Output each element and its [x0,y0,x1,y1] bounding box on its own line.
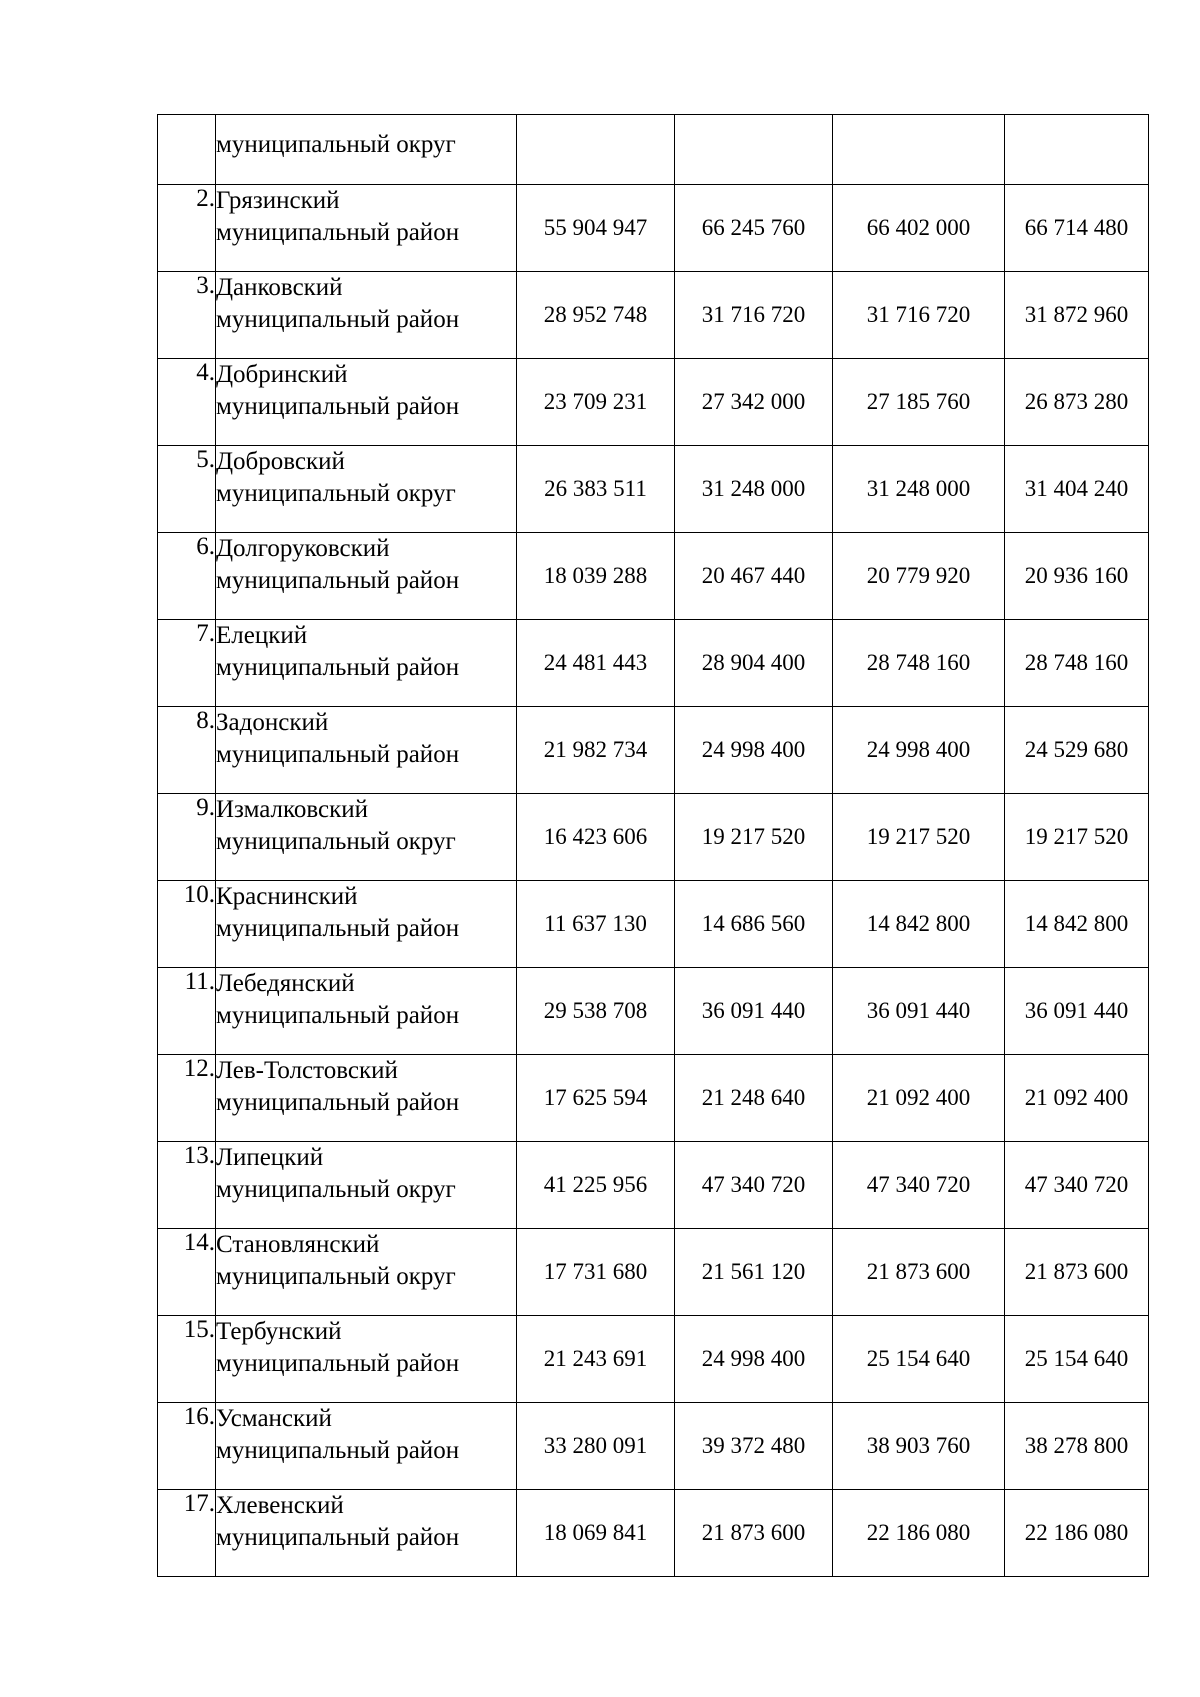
municipality-name-cell [216,794,517,881]
value-cell [1005,115,1149,185]
municipality-name-line: Лев-Толстовский [216,1057,398,1084]
value-cell: 24 998 400 [833,707,1005,794]
value-cell: 39 372 480 [675,1403,833,1490]
value-cell: 21 873 600 [675,1490,833,1577]
value-cell: 22 186 080 [1005,1490,1149,1577]
row-number-cell: 7. [158,620,216,707]
row-number-cell: 16. [158,1403,216,1490]
value-cell: 24 998 400 [675,707,833,794]
value-cell: 21 243 691 [517,1316,675,1403]
value-cell: 47 340 720 [675,1142,833,1229]
row-number-cell: 8. [158,707,216,794]
table-row [158,446,1149,533]
table-row [158,968,1149,1055]
municipality-name-line: муниципальный район [216,219,460,246]
municipality-name-line: Тербунский [216,1318,342,1345]
row-number-cell: 12. [158,1055,216,1142]
municipality-name-line: Измалковский [216,796,369,823]
row-number-cell: 11. [158,968,216,1055]
municipality-name-line: муниципальный округ [216,828,456,855]
municipality-name-line: Долгоруковский [216,535,390,562]
value-cell: 21 092 400 [1005,1055,1149,1142]
value-cell [833,115,1005,185]
value-cell: 19 217 520 [833,794,1005,881]
row-number-cell: 15. [158,1316,216,1403]
value-cell: 36 091 440 [833,968,1005,1055]
value-cell: 28 748 160 [1005,620,1149,707]
table-row [158,359,1149,446]
row-number-cell [158,115,216,185]
value-cell: 20 936 160 [1005,533,1149,620]
value-cell: 31 716 720 [675,272,833,359]
municipality-name-line: Данковский [216,274,343,301]
value-cell: 17 625 594 [517,1055,675,1142]
municipality-name-line: муниципальный округ [216,1263,456,1290]
municipality-name-line: муниципальный район [216,1002,460,1029]
municipality-name-cell [216,446,517,533]
value-cell: 66 714 480 [1005,185,1149,272]
value-cell: 33 280 091 [517,1403,675,1490]
municipality-name-line: муниципальный район [216,915,460,942]
row-number-cell: 14. [158,1229,216,1316]
municipal-allocation-table [157,114,1149,1577]
municipality-name-cell [216,1229,517,1316]
row-number-cell: 9. [158,794,216,881]
table-row [158,1055,1149,1142]
value-cell: 29 538 708 [517,968,675,1055]
municipality-name-cell [216,1055,517,1142]
table-row [158,115,1149,185]
municipality-name-cell [216,272,517,359]
municipality-name-cell [216,533,517,620]
municipality-name-cell [216,359,517,446]
row-number-cell: 3. [158,272,216,359]
municipality-name-line: Добровский [216,448,345,475]
table-row [158,1142,1149,1229]
value-cell: 20 779 920 [833,533,1005,620]
municipality-name-line: муниципальный район [216,1524,460,1551]
municipality-name-cell [216,881,517,968]
value-cell: 14 842 800 [833,881,1005,968]
value-cell: 23 709 231 [517,359,675,446]
municipality-name-line: Усманский [216,1405,332,1432]
municipality-name-cell [216,185,517,272]
municipality-name-line: Становлянский [216,1231,380,1258]
row-number-cell: 4. [158,359,216,446]
municipality-name-line: муниципальный район [216,1437,460,1464]
municipality-name-line: муниципальный район [216,741,460,768]
value-cell: 66 402 000 [833,185,1005,272]
municipality-name-line: Елецкий [216,622,308,649]
value-cell: 18 039 288 [517,533,675,620]
value-cell: 38 278 800 [1005,1403,1149,1490]
municipality-name-line: Хлевенский [216,1492,344,1519]
municipality-name-line: муниципальный район [216,567,460,594]
table-row [158,620,1149,707]
value-cell: 25 154 640 [1005,1316,1149,1403]
value-cell: 27 342 000 [675,359,833,446]
municipality-name-line: муниципальный район [216,654,460,681]
row-number-cell: 10. [158,881,216,968]
value-cell: 21 982 734 [517,707,675,794]
value-cell: 31 248 000 [833,446,1005,533]
value-cell: 55 904 947 [517,185,675,272]
table-row [158,1316,1149,1403]
municipality-name-line: муниципальный округ [216,480,456,507]
value-cell: 24 481 443 [517,620,675,707]
value-cell [675,115,833,185]
municipality-name-line: муниципальный район [216,1350,460,1377]
value-cell: 21 873 600 [1005,1229,1149,1316]
value-cell: 16 423 606 [517,794,675,881]
table-row [158,533,1149,620]
value-cell: 26 383 511 [517,446,675,533]
municipality-name-cell [216,968,517,1055]
table-row [158,1490,1149,1577]
value-cell: 11 637 130 [517,881,675,968]
value-cell: 19 217 520 [1005,794,1149,881]
row-number-cell: 5. [158,446,216,533]
value-cell: 31 872 960 [1005,272,1149,359]
value-cell: 21 873 600 [833,1229,1005,1316]
value-cell: 21 561 120 [675,1229,833,1316]
value-cell: 31 716 720 [833,272,1005,359]
value-cell: 31 248 000 [675,446,833,533]
municipality-name-line: муниципальный район [216,306,460,333]
value-cell: 66 245 760 [675,185,833,272]
table-row [158,707,1149,794]
table-row [158,881,1149,968]
municipality-name-line: муниципальный район [216,1089,460,1116]
table-row [158,1229,1149,1316]
municipality-name-line: Лебедянский [216,970,355,997]
municipality-name-line: муниципальный округ [216,131,456,158]
table-row [158,185,1149,272]
value-cell: 36 091 440 [1005,968,1149,1055]
value-cell: 31 404 240 [1005,446,1149,533]
value-cell: 18 069 841 [517,1490,675,1577]
table-row [158,272,1149,359]
municipality-name-cell [216,1316,517,1403]
value-cell: 28 952 748 [517,272,675,359]
value-cell: 27 185 760 [833,359,1005,446]
value-cell: 19 217 520 [675,794,833,881]
value-cell [517,115,675,185]
municipality-name-cell [216,1490,517,1577]
value-cell: 14 686 560 [675,881,833,968]
municipality-name-cell [216,115,517,185]
value-cell: 41 225 956 [517,1142,675,1229]
value-cell: 28 748 160 [833,620,1005,707]
municipality-name-cell [216,620,517,707]
table-row [158,1403,1149,1490]
value-cell: 28 904 400 [675,620,833,707]
municipality-name-line: Добринский [216,361,348,388]
value-cell: 20 467 440 [675,533,833,620]
municipality-name-cell [216,1142,517,1229]
municipality-name-cell [216,1403,517,1490]
row-number-cell: 13. [158,1142,216,1229]
municipality-name-line: Краснинский [216,883,358,910]
municipality-name-line: муниципальный округ [216,1176,456,1203]
value-cell: 24 529 680 [1005,707,1149,794]
municipality-name-line: муниципальный район [216,393,460,420]
value-cell: 36 091 440 [675,968,833,1055]
value-cell: 14 842 800 [1005,881,1149,968]
value-cell: 47 340 720 [833,1142,1005,1229]
municipality-name-cell [216,707,517,794]
row-number-cell: 2. [158,185,216,272]
value-cell: 26 873 280 [1005,359,1149,446]
value-cell: 21 248 640 [675,1055,833,1142]
value-cell: 17 731 680 [517,1229,675,1316]
value-cell: 25 154 640 [833,1316,1005,1403]
value-cell: 22 186 080 [833,1490,1005,1577]
row-number-cell: 6. [158,533,216,620]
row-number-cell: 17. [158,1490,216,1577]
value-cell: 24 998 400 [675,1316,833,1403]
table-body [158,115,1149,1577]
municipality-name-line: Задонский [216,709,329,736]
value-cell: 47 340 720 [1005,1142,1149,1229]
value-cell: 21 092 400 [833,1055,1005,1142]
municipality-name-line: Липецкий [216,1144,324,1171]
municipality-name-line: Грязинский [216,187,340,214]
table-row [158,794,1149,881]
value-cell: 38 903 760 [833,1403,1005,1490]
